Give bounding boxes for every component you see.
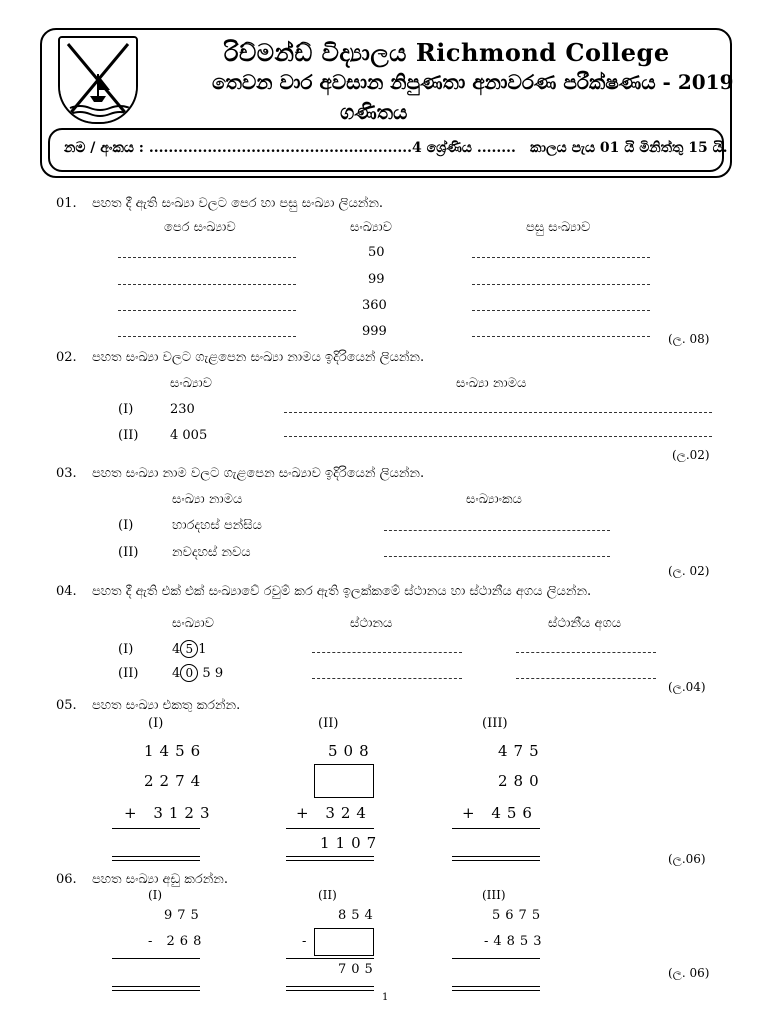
- subject-title: ගණිතය: [340, 100, 408, 124]
- addend: 280: [498, 772, 545, 790]
- answer-line[interactable]: [384, 530, 610, 531]
- q2-row-label: (I): [118, 402, 134, 417]
- q5-number: 05.: [56, 698, 77, 713]
- answer-line[interactable]: [472, 284, 650, 285]
- q2-number: 02.: [56, 350, 77, 365]
- q3-number: 03.: [56, 466, 77, 481]
- answer-line[interactable]: [312, 652, 462, 653]
- q6-label: (I): [148, 888, 163, 902]
- addend: 1456: [144, 742, 207, 760]
- q5-marks: (ල.06): [668, 852, 706, 866]
- total-line: [452, 986, 540, 991]
- school-name: රිච්මන්ඩ් විද්‍යාලය Richmond College: [224, 38, 670, 67]
- q4-text: පහත දී ඇති එක් එක් සංඛ්‍යාවේ රවුම් කර ඇති ඉලක්කමේ ස්ථානය හා ස්ථානීය අගය ලියන්න.: [92, 584, 592, 599]
- total-line: [286, 986, 374, 991]
- circled-digit: 5: [180, 640, 198, 658]
- q1-number: 01.: [56, 196, 77, 211]
- q3-text: පහත සංඛ්‍යා නාම වලට ගැළපෙන සංඛ්‍යාව ඉදිරියෙන් ලියන්න.: [92, 466, 425, 481]
- q1-value: 99: [368, 272, 385, 287]
- answer-line[interactable]: [118, 284, 296, 285]
- q3-col-name: සංඛ්‍යා නාමය: [172, 492, 243, 507]
- q4-row-label: (I): [118, 642, 134, 657]
- total-line: [286, 856, 374, 861]
- difference-line: [452, 958, 540, 959]
- q4-col-number: සංඛ්‍යාව: [172, 616, 215, 631]
- sum-value: 1107: [320, 834, 383, 852]
- q2-row-value: 4 005: [170, 428, 208, 443]
- q2-text: පහත සංඛ්‍යා වලට ගැළපෙන සංඛ්‍යා නාමය ඉදිරියෙන් ලියන්න.: [92, 350, 425, 365]
- name-field: නම / අංකය : ......................................................: [64, 140, 413, 156]
- q4-col-place: ස්ථානය: [350, 616, 393, 631]
- total-line: [112, 986, 200, 991]
- q5-text: පහත සංඛ්‍යා එකතු කරන්න.: [92, 698, 241, 713]
- q1-col-number: සංඛ්‍යාව: [350, 220, 393, 235]
- missing-number-box[interactable]: [314, 764, 374, 798]
- answer-line[interactable]: [472, 336, 650, 337]
- q4-marks: (ල.04): [668, 680, 706, 694]
- q4-row-number: 4 5 1: [172, 642, 207, 657]
- q6-number: 06.: [56, 872, 77, 887]
- total-line: [452, 856, 540, 861]
- q4-col-value: ස්ථානීය අගය: [548, 616, 622, 631]
- circled-digit: 0: [180, 664, 198, 682]
- q6-marks: (ල. 06): [668, 966, 710, 980]
- answer-line[interactable]: [472, 310, 650, 311]
- q5-label: (II): [318, 716, 339, 731]
- q1-marks: (ල. 08): [668, 332, 710, 346]
- page-number: 1: [382, 992, 389, 1003]
- minuend: 854: [338, 908, 378, 923]
- answer-line[interactable]: [284, 436, 712, 437]
- answer-line[interactable]: [118, 310, 296, 311]
- q2-row-label: (II): [118, 428, 139, 443]
- answer-line[interactable]: [312, 678, 462, 679]
- answer-line[interactable]: [284, 412, 712, 413]
- addend: + 324: [296, 804, 372, 822]
- sum-line: [112, 828, 200, 829]
- q1-text: පහත දී ඇති සංඛ්‍යා වලට පෙර හා පසු සංඛ්‍යා ලියන්න.: [92, 196, 384, 211]
- q2-marks: (ල.02): [672, 448, 710, 462]
- q3-row-value: හාරදහස් පන්සිය: [172, 518, 262, 533]
- answer-line[interactable]: [118, 336, 296, 337]
- subtrahend: -4853: [484, 934, 547, 949]
- missing-number-box[interactable]: [314, 928, 374, 956]
- minuend: 5675: [492, 908, 546, 923]
- addend: 2274: [144, 772, 207, 790]
- q3-col-number: සංඛ්‍යාංකය: [466, 492, 522, 507]
- q1-col-after: පසු සංඛ්‍යාව: [526, 220, 591, 235]
- grade-field: 4 ශ්‍රේණිය ........: [412, 140, 516, 156]
- q1-value: 50: [368, 245, 385, 260]
- q3-row-label: (II): [118, 545, 139, 560]
- school-crest-logo: [58, 36, 138, 124]
- q4-row-number: 4 0 5 9: [172, 666, 224, 681]
- q4-number: 04.: [56, 584, 77, 599]
- minus-sign: -: [302, 934, 307, 949]
- q4-row-label: (II): [118, 666, 139, 681]
- q3-marks: (ල. 02): [668, 564, 710, 578]
- time-label: කාලය පැය 01 යි මිනිත්තු 15 යි.: [530, 140, 728, 156]
- minuend: 975: [164, 908, 204, 923]
- sum-line: [286, 828, 374, 829]
- q1-value: 999: [362, 324, 387, 339]
- q3-row-value: නවදහස් නවය: [172, 545, 251, 560]
- q2-row-value: 230: [170, 402, 195, 417]
- q2-col-number: සංඛ්‍යාව: [170, 376, 213, 391]
- q1-col-before: පෙර සංඛ්‍යාව: [164, 220, 236, 235]
- difference-line: [286, 958, 374, 959]
- difference-line: [112, 958, 200, 959]
- q2-col-name: සංඛ්‍යා නාමය: [456, 376, 527, 391]
- q1-value: 360: [362, 298, 387, 313]
- q5-label: (III): [482, 716, 508, 731]
- answer-line[interactable]: [384, 556, 610, 557]
- sum-line: [452, 828, 540, 829]
- answer-line[interactable]: [472, 257, 650, 258]
- q3-row-label: (I): [118, 518, 134, 533]
- q5-label: (I): [148, 716, 164, 731]
- addend: + 456: [462, 804, 538, 822]
- q6-label: (III): [482, 888, 506, 902]
- addend: 475: [498, 742, 545, 760]
- difference-value: 705: [338, 962, 378, 977]
- addend: 508: [328, 742, 375, 760]
- q6-text: පහත සංඛ්‍යා අඩු කරන්න.: [92, 872, 228, 887]
- q6-label: (II): [318, 888, 337, 902]
- answer-line[interactable]: [516, 678, 656, 679]
- exam-title: තෙවන වාර අවසාන නිපුණතා අනාවරණ පරීක්ෂණය - 2019: [212, 70, 734, 94]
- answer-line[interactable]: [118, 257, 296, 258]
- total-line: [112, 856, 200, 861]
- subtrahend: - 268: [148, 934, 207, 949]
- addend: + 3123: [124, 804, 216, 822]
- answer-line[interactable]: [516, 652, 656, 653]
